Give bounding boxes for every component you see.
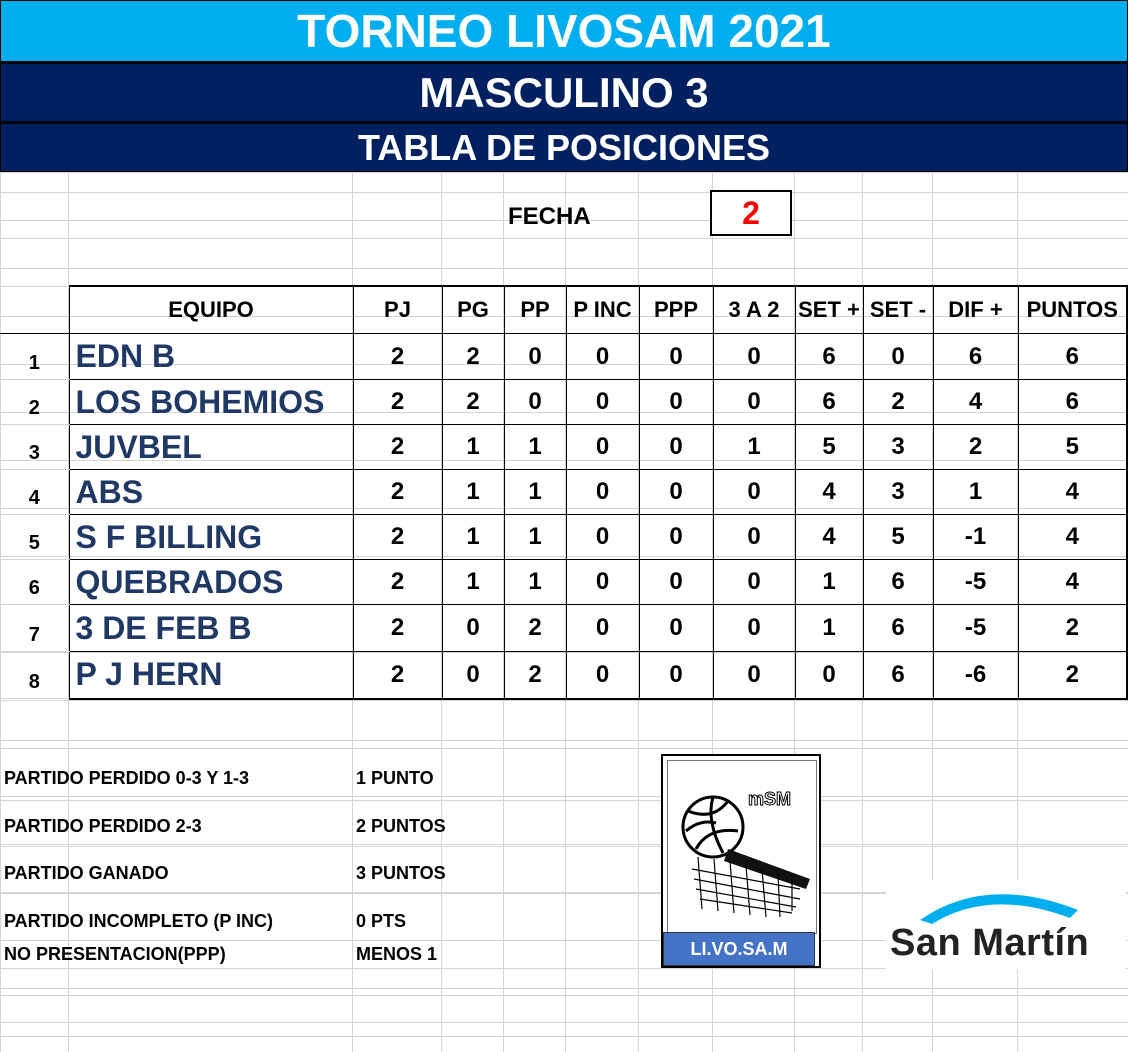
position-cell: 7 [0,605,69,652]
pj-cell: 2 [353,425,442,470]
pj-cell: 2 [353,470,442,515]
tres-cell: 0 [713,334,795,380]
tres-cell: 0 [713,652,795,699]
rule-label: PARTIDO GANADO [4,863,169,883]
pinc-cell: 0 [566,334,639,380]
table-row [0,652,1127,699]
standings-subtitle: TABLA DE POSICIONES [0,122,1128,172]
pg-cell: 1 [442,560,504,605]
pj-cell: 2 [353,605,442,652]
category-title: MASCULINO 3 [0,62,1128,122]
pg-cell: 1 [442,470,504,515]
rule-value: 1 PUNTO [356,768,434,788]
setp-cell: 5 [795,425,863,470]
tres-cell: 0 [713,470,795,515]
setm-cell: 3 [863,425,933,470]
table-row [0,425,1127,470]
setp-cell: 6 [795,334,863,380]
grid-line [0,238,1128,239]
pp-cell: 1 [504,470,566,515]
san-martin-logo [886,880,1126,970]
logo-badge-text: mSM [748,789,792,809]
setp-cell: 1 [795,560,863,605]
position-cell: 2 [0,380,69,425]
pg-cell: 2 [442,334,504,380]
rule-value: MENOS 1 [356,944,438,964]
setm-cell: 0 [863,334,933,380]
position-header [0,286,69,334]
table-header-row [0,286,1127,334]
pg-cell: 1 [442,515,504,560]
sponsor-name: San Martín [890,922,1090,964]
table-row [0,470,1127,515]
position-cell: 5 [0,515,69,560]
ppp-cell: 0 [639,425,713,470]
setp-cell: 4 [795,515,863,560]
dif-cell: 2 [933,425,1018,470]
column-header: DIF + [933,286,1018,334]
grid-line [0,846,1128,847]
team-name-cell: ABS [69,470,353,515]
pinc-cell: 0 [566,515,639,560]
setp-cell: 4 [795,470,863,515]
fecha-value: 2 [710,190,792,236]
pinc-cell: 0 [566,605,639,652]
ppp-cell: 0 [639,380,713,425]
position-cell: 8 [0,652,69,699]
setp-cell: 1 [795,605,863,652]
pj-cell: 2 [353,515,442,560]
column-header: SET + [795,286,863,334]
setp-cell: 0 [795,652,863,699]
team-name-cell: 3 DE FEB B [69,605,353,652]
ppp-cell: 0 [639,605,713,652]
ppp-cell: 0 [639,334,713,380]
dif-cell: -1 [933,515,1018,560]
column-header: P INC [566,286,639,334]
pp-cell: 0 [504,380,566,425]
pts-cell: 6 [1018,334,1127,380]
team-name-cell: JUVBEL [69,425,353,470]
rule-value: 3 PUNTOS [356,863,446,883]
setm-cell: 6 [863,605,933,652]
column-header: SET - [863,286,933,334]
fecha-label: FECHA [508,203,591,230]
grid-line [0,995,1128,996]
logo-artwork [667,760,817,934]
pp-cell: 0 [504,334,566,380]
tres-cell: 0 [713,605,795,652]
volleyball-net-icon [668,761,816,933]
pinc-cell: 0 [566,425,639,470]
column-header: PPP [639,286,713,334]
rule-label: PARTIDO PERDIDO 0-3 Y 1-3 [4,768,250,788]
table-row [0,380,1127,425]
table-row [0,334,1127,380]
logo-caption: LI.VO.SA.M [663,932,815,966]
setm-cell: 2 [863,380,933,425]
column-header: 3 A 2 [713,286,795,334]
livosam-logo [661,754,821,968]
pts-cell: 5 [1018,425,1127,470]
setm-cell: 6 [863,652,933,699]
column-header: PJ [353,286,442,334]
position-cell: 3 [0,425,69,470]
grid-line [0,800,1128,801]
rule-value: 0 PTS [356,911,407,931]
pts-cell: 4 [1018,560,1127,605]
table-row [0,560,1127,605]
setm-cell: 5 [863,515,933,560]
grid-line [0,740,1128,741]
setp-cell: 6 [795,380,863,425]
column-header: EQUIPO [69,286,353,334]
pp-cell: 1 [504,425,566,470]
pinc-cell: 0 [566,470,639,515]
tres-cell: 0 [713,380,795,425]
team-name-cell: EDN B [69,334,353,380]
dif-cell: -6 [933,652,1018,699]
pinc-cell: 0 [566,560,639,605]
table-row [0,605,1127,652]
dif-cell: -5 [933,560,1018,605]
team-name-cell: P J HERN [69,652,353,699]
team-name-cell: QUEBRADOS [69,560,353,605]
setm-cell: 3 [863,470,933,515]
rule-label: NO PRESENTACION(PPP) [4,944,226,964]
pp-cell: 2 [504,652,566,699]
pinc-cell: 0 [566,380,639,425]
dif-cell: 4 [933,380,1018,425]
ppp-cell: 0 [639,560,713,605]
dif-cell: 1 [933,470,1018,515]
position-cell: 4 [0,470,69,515]
team-name-cell: LOS BOHEMIOS [69,380,353,425]
rule-label: PARTIDO INCOMPLETO (P INC) [4,911,274,931]
tres-cell: 0 [713,560,795,605]
standings-table [0,285,1128,700]
pts-cell: 2 [1018,605,1127,652]
tres-cell: 1 [713,425,795,470]
tournament-title: TORNEO LIVOSAM 2021 [0,0,1128,62]
pj-cell: 2 [353,380,442,425]
pinc-cell: 0 [566,652,639,699]
dif-cell: 6 [933,334,1018,380]
position-cell: 6 [0,560,69,605]
pp-cell: 1 [504,515,566,560]
pp-cell: 1 [504,560,566,605]
pj-cell: 2 [353,652,442,699]
column-header: PUNTOS [1018,286,1127,334]
pj-cell: 2 [353,334,442,380]
dif-cell: -5 [933,605,1018,652]
team-name-cell: S F BILLING [69,515,353,560]
pts-cell: 6 [1018,380,1127,425]
pj-cell: 2 [353,560,442,605]
column-header: PG [442,286,504,334]
pg-cell: 1 [442,425,504,470]
column-header: PP [504,286,566,334]
pg-cell: 0 [442,605,504,652]
rule-label: PARTIDO PERDIDO 2-3 [4,816,202,836]
grid-line [0,1022,1128,1023]
tres-cell: 0 [713,515,795,560]
pts-cell: 4 [1018,470,1127,515]
pg-cell: 0 [442,652,504,699]
table-row [0,515,1127,560]
pp-cell: 2 [504,605,566,652]
ppp-cell: 0 [639,515,713,560]
rule-value: 2 PUNTOS [356,816,446,836]
ppp-cell: 0 [639,470,713,515]
setm-cell: 6 [863,560,933,605]
position-cell: 1 [0,334,69,380]
ppp-cell: 0 [639,652,713,699]
pg-cell: 2 [442,380,504,425]
san-martin-arc-icon [886,880,1126,924]
grid-line [0,192,1128,193]
pts-cell: 2 [1018,652,1127,699]
pts-cell: 4 [1018,515,1127,560]
